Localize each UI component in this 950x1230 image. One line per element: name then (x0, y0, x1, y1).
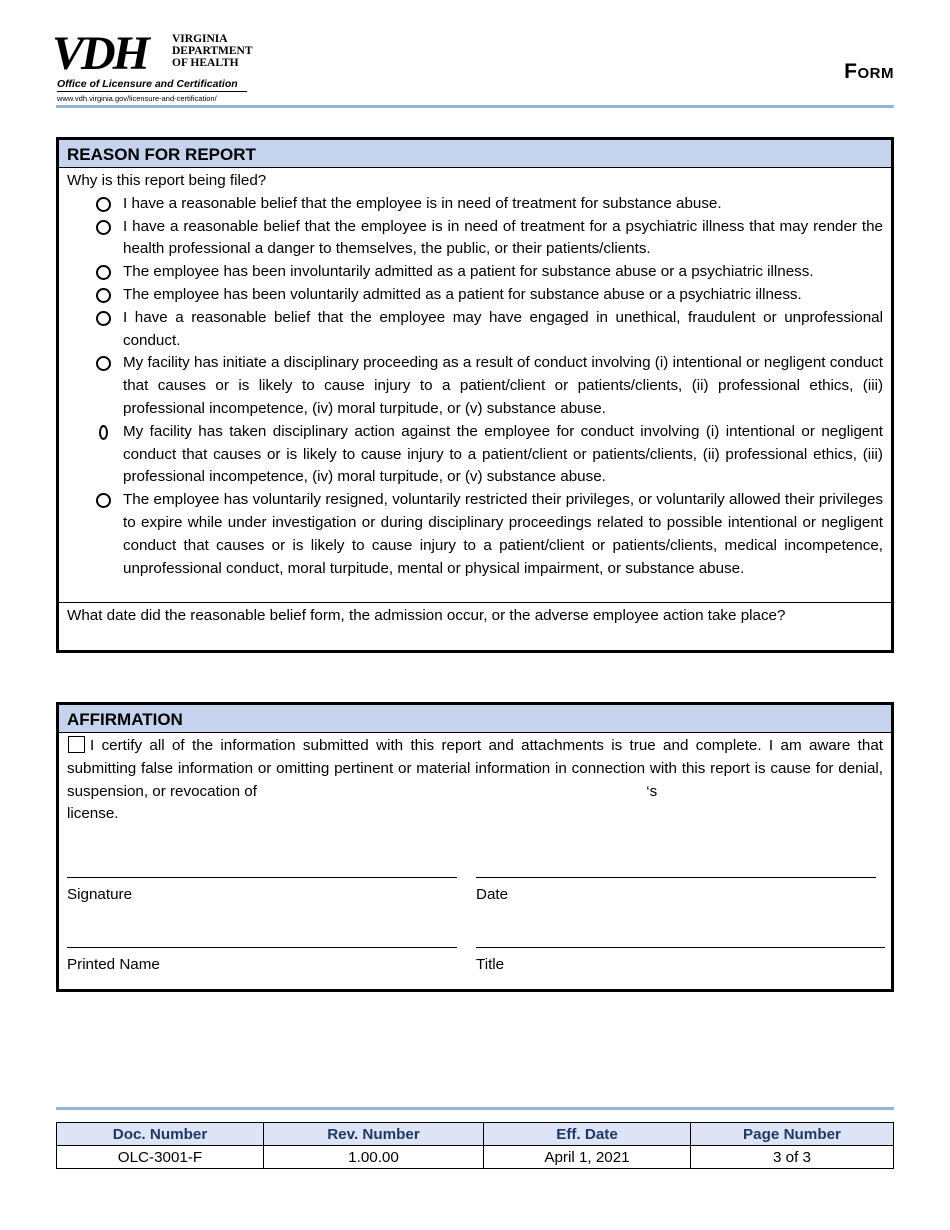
reason-option (67, 421, 883, 489)
reason-heading: REASON FOR REPORT (59, 140, 891, 168)
signature-line[interactable] (67, 877, 457, 878)
page-number-header: Page Number (691, 1123, 894, 1146)
header-divider (56, 105, 894, 108)
reason-option (67, 216, 883, 262)
radio-button[interactable] (96, 220, 111, 235)
radio-button[interactable] (96, 288, 111, 303)
radio-button[interactable] (96, 493, 111, 508)
reason-question: Why is this report being filed? (67, 172, 267, 189)
reason-option (67, 489, 883, 580)
reason-option (67, 261, 883, 284)
logo-dept-line: DEPARTMENT (172, 45, 253, 57)
certify-checkbox[interactable] (68, 736, 85, 753)
rev-number-value: 1.00.00 (264, 1146, 484, 1169)
document-info-header-row (57, 1123, 894, 1146)
logo-divider (57, 91, 247, 92)
rev-number-header: Rev. Number (264, 1123, 484, 1146)
reason-option-label: I have a reasonable belief that the employee is in need of treatment for substance abuse. (123, 194, 722, 212)
date-line[interactable] (476, 877, 876, 878)
date-block (476, 877, 876, 903)
eff-date-header: Eff. Date (484, 1123, 691, 1146)
footer-divider (56, 1107, 894, 1110)
signature-label: Signature (67, 886, 133, 903)
title-line[interactable] (476, 947, 885, 948)
reason-option (67, 284, 883, 307)
radio-button[interactable] (96, 265, 111, 280)
form-title: Form (844, 60, 894, 83)
signature-block (67, 877, 457, 903)
reason-option-label: The employee has voluntarily resigned, voluntarily restricted their privileges, or voluntarily allowed their privileges to expire while under investigation or during disciplinary proceedings related to possible intentional or negligent conduct that causes or is likely to cause injury to a patient/client or patients/clients, medical incompetence, unprofessional conduct, moral turpitude, mental or physical impairment, or substance abuse. (123, 491, 883, 577)
title-block (476, 947, 885, 973)
reason-body (59, 168, 891, 580)
event-date-field[interactable] (59, 602, 891, 651)
reason-option-label: The employee has been voluntarily admitted as a patient for substance abuse or a psychiatric illness. (123, 285, 802, 303)
eff-date-value: April 1, 2021 (484, 1146, 691, 1169)
date-label: Date (476, 886, 509, 903)
affirmation-body (59, 733, 891, 826)
document-info-value-row (57, 1146, 894, 1169)
radio-button[interactable] (96, 356, 111, 371)
logo-url: www.vdh.virginia.gov/licensure-and-certification/ (57, 94, 217, 103)
radio-button[interactable] (99, 425, 108, 440)
event-date-question: What date did the reasonable belief form, the admission occur, or the adverse employee action take place? (67, 607, 786, 624)
reason-option-label: My facility has taken disciplinary action against the employee for conduct involving (i) intentional or negligent conduct that causes or is likely to cause injury to a patient/client or patients/clients, (ii) professional ethics, (iii) professional incompetence, (iv) moral turpitude, or (v) substance abuse. (123, 422, 883, 486)
affirmation-license-text: license. (67, 805, 119, 823)
doc-number-header: Doc. Number (57, 1123, 264, 1146)
reason-option (67, 307, 883, 353)
logo-department (172, 33, 253, 69)
printed-name-block (67, 947, 457, 973)
logo-dept-line: VIRGINIA (172, 33, 228, 45)
reason-option-label: My facility has initiate a disciplinary proceeding as a result of conduct involving (i) intentional or negligent conduct that causes or is likely to cause injury to a patient/client or patients/clients, (ii) professional ethics, (iii) professional incompetence, (iv) moral turpitude, or (v) substance abuse. (123, 354, 883, 417)
logo-office: Office of Licensure and Certification (57, 78, 238, 90)
reason-option-label: I have a reasonable belief that the employee is in need of treatment for a psychiatric illness that may render the health professional a danger to themselves, the public, or their patients/clients. (123, 217, 883, 258)
document-info-table (56, 1122, 894, 1169)
affirmation-statement (67, 735, 883, 803)
radio-button[interactable] (96, 197, 111, 212)
affirmation-text: I certify all of the information submitted with this report and attachments is true and complete. I am aware that submitting false information or omitting pertinent or material information in connection with this report is cause for denial, suspension, or revocation of (67, 737, 883, 800)
printed-name-line[interactable] (67, 947, 457, 948)
doc-number-value: OLC-3001-F (57, 1146, 264, 1169)
reason-option-label: The employee has been involuntarily admitted as a patient for substance abuse or a psychiatric illness. (123, 263, 814, 281)
logo-mark: VDH (52, 27, 148, 80)
radio-button[interactable] (96, 311, 111, 326)
affirmation-section (56, 702, 894, 992)
vdh-logo (52, 27, 253, 105)
affirmation-heading: AFFIRMATION (59, 705, 891, 733)
reason-option-label: I have a reasonable belief that the employee may have engaged in unethical, fraudulent or unprofessional conduct. (123, 308, 883, 349)
title-label: Title (476, 956, 505, 973)
logo-dept-line: OF HEALTH (172, 57, 239, 69)
page-number-value: 3 of 3 (691, 1146, 894, 1169)
reason-option (67, 352, 883, 420)
affirmation-possessive: ‘s (646, 782, 658, 800)
printed-name-label: Printed Name (67, 956, 160, 973)
reason-for-report-section (56, 137, 894, 653)
reason-option (67, 193, 883, 216)
